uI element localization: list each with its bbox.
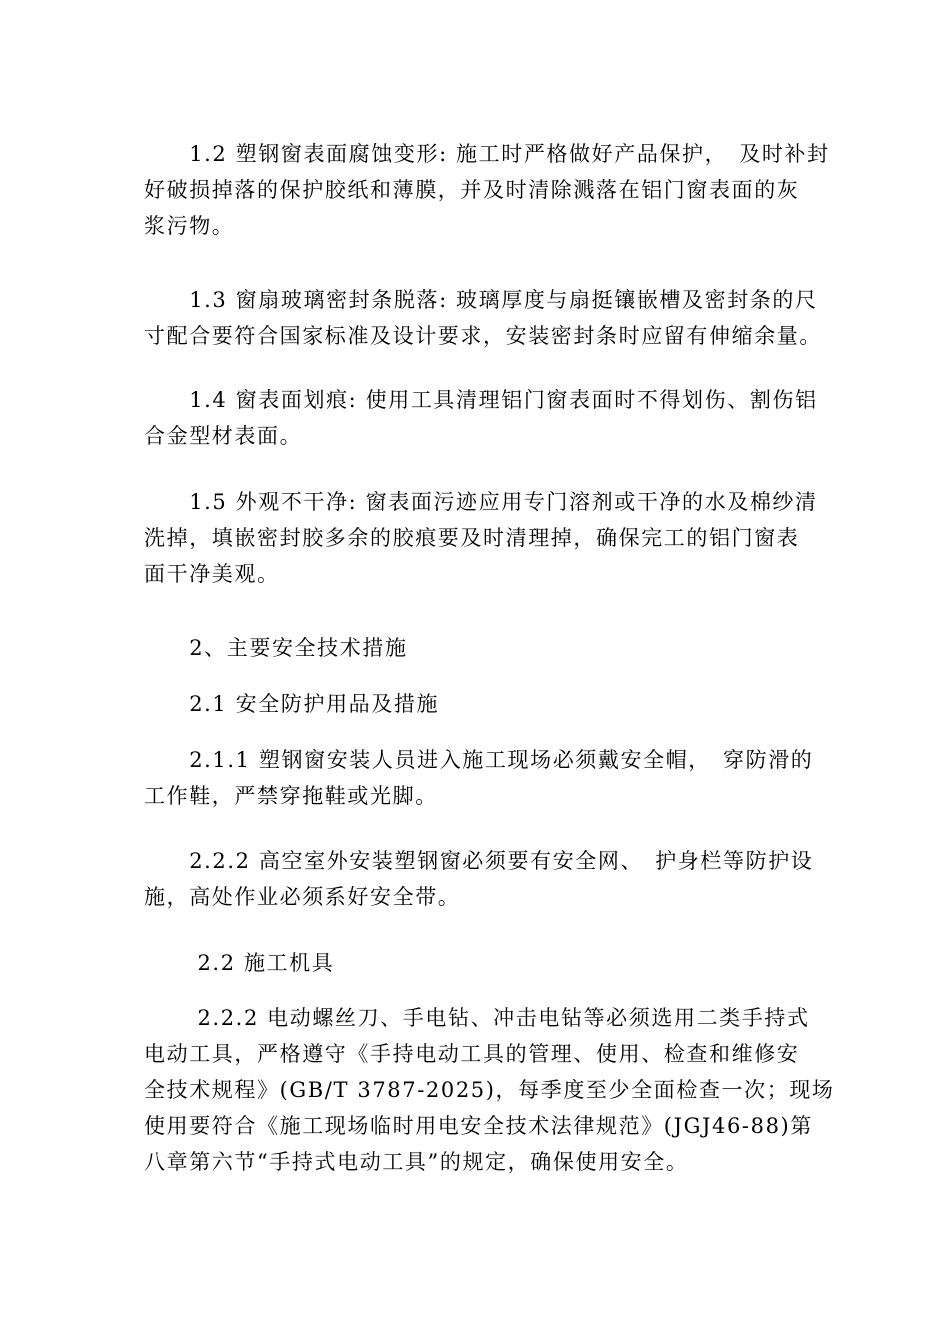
paragraph-line: 合金型材表面。 — [144, 424, 303, 448]
paragraph-line: 施，高处作业必须系好安全带。 — [144, 885, 461, 909]
paragraph-line: 寸配合要符合国家标准及设计要求，安装密封条时应留有伸缩余量。 — [144, 324, 822, 348]
paragraph-line: 1.4 窗表面划痕: 使用工具清理铝门窗表面时不得划伤、割伤铝 — [144, 388, 818, 412]
paragraph-1-3 — [144, 282, 822, 354]
paragraph-2-1-1 — [144, 742, 814, 814]
section-heading-2-2 — [144, 945, 808, 981]
paragraph-line: 1.5 外观不干净: 窗表面污迹应用专门溶剂或干净的水及棉纱清 — [144, 490, 818, 514]
heading-line: 2.1 安全防护用品及措施 — [144, 692, 440, 716]
paragraph-line: 使用要符合《施工现场临时用电安全技术法律规范》(JGJ46-88)第 — [144, 1114, 813, 1138]
heading-line: 2.2 施工机具 — [144, 951, 335, 975]
paragraph-2-2-2-b — [144, 1000, 835, 1180]
section-heading-2-1 — [144, 686, 808, 722]
heading-line: 2、主要安全技术措施 — [144, 636, 408, 660]
paragraph-line: 电动工具，严格遵守《手持电动工具的管理、使用、检查和维修安 — [144, 1042, 800, 1066]
paragraph-line: 洗掉，填嵌密封胶多余的胶痕要及时清理掉，确保完工的铝门窗表 — [144, 526, 800, 550]
paragraph-line: 2.1.1 塑钢窗安装人员进入施工现场必须戴安全帽， 穿防滑的 — [144, 748, 814, 772]
paragraph-line: 2.2.2 高空室外安装塑钢窗必须要有安全网、 护身栏等防护设 — [144, 849, 814, 873]
paragraph-line: 2.2.2 电动螺丝刀、手电钻、冲击电钻等必须选用二类手持式 — [144, 1006, 810, 1030]
paragraph-line: 全技术规程》(GB/T 3787-2025)，每季度至少全面检查一次；现场 — [144, 1078, 835, 1102]
paragraph-1-5 — [144, 484, 818, 592]
paragraph-line: 浆污物。 — [144, 214, 235, 238]
paragraph-line: 面干净美观。 — [144, 562, 280, 586]
paragraph-1-4 — [144, 382, 818, 454]
paragraph-line: 1.3 窗扇玻璃密封条脱落: 玻璃厚度与扇挺镶嵌槽及密封条的尺 — [144, 288, 818, 312]
paragraph-line: 八章第六节“手持式电动工具”的规定，确保使用安全。 — [144, 1150, 689, 1174]
paragraph-line: 好破损掉落的保护胶纸和薄膜，并及时清除溅落在铝门窗表面的灰 — [144, 178, 800, 202]
paragraph-1-2 — [144, 136, 830, 244]
paragraph-2-2-2-a — [144, 843, 814, 915]
paragraph-line: 工作鞋，严禁穿拖鞋或光脚。 — [144, 784, 438, 808]
section-heading-2 — [144, 630, 808, 666]
paragraph-line: 1.2 塑钢窗表面腐蚀变形: 施工时严格做好产品保护， 及时补封 — [144, 142, 830, 166]
